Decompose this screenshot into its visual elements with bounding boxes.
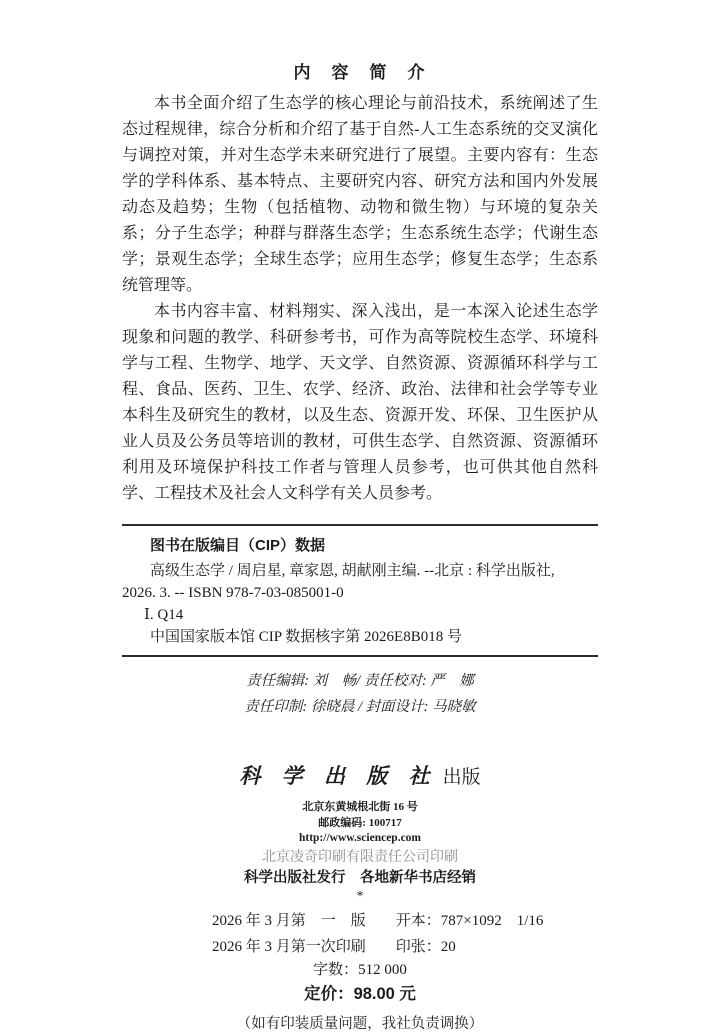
credits-editors-line: 责任编辑: 刘 畅/ 责任校对: 严 娜	[246, 673, 474, 689]
publish-label: 出版	[442, 767, 481, 788]
content-column	[122, 0, 598, 1034]
cip-title-line: 高级生态学 / 周启星, 章家恩, 胡献刚主编. --北京 : 科学出版社,	[150, 563, 555, 579]
publisher-website: http://www.sciencep.com	[298, 832, 421, 844]
credits-block	[122, 668, 598, 720]
cip-isbn-line: 2026. 3. -- ISBN 978-7-03-085001-0	[122, 585, 344, 601]
cip-classification-line: Ⅰ. Q14	[144, 607, 184, 623]
word-count-line: 字数：512 000	[313, 962, 407, 978]
publisher-logo-line	[122, 762, 598, 793]
cip-block	[122, 535, 598, 648]
quality-note: （如有印装质量问题，我社负责调换）	[236, 1016, 484, 1032]
cip-heading: 图书在版编目（CIP）数据	[150, 537, 326, 554]
asterisk-separator: *	[356, 889, 364, 904]
distribution-line: 科学出版社发行 各地新华书店经销	[244, 870, 476, 886]
publisher-address: 北京东黄城根北街 16 号	[302, 801, 418, 813]
intro-paragraph-2: 本书内容丰富、材料翔实、深入浅出，是一本深入论述生态学现象和问题的教学、科研参考书，可作为高等院校生态学、环境科学与工程、生物学、地学、天文学、自然资源、资源循环科学与工程、食品、医药、卫生、农学、经济、政治、法律和社会学等专业本科生及研究生的教材，以及生态、资源开发、环保、卫生医护从业人员及公务员等培训的教材，可供生态学、自然资源、资源循环利用及环境保护科技工作者与管理人员参考，也可供其他自然科学、工程技术及社会人文科学有关人员参考。	[122, 303, 598, 502]
divider-bottom	[122, 655, 598, 657]
science-press-logo: 科 学 出 版 社	[239, 763, 437, 788]
intro-paragraph-1: 本书全面介绍了生态学的核心理论与前沿技术，系统阐述了生态过程规律，综合分析和介绍了基于自然-人工生态系统的交叉演化与调控对策，并对生态学未来研究进行了展望。主要内容有：生态学的学科体系、基本特点、主要研究内容、研究方法和国内外发展动态及趋势；生物（包括植物、动物和微生物）与环境的复杂关系；分子生态学；种群与群落生态学；生态系统生态学；代谢生态学；景观生态学；全球生态学；应用生态学；修复生态学；生态系统管理等。	[122, 95, 598, 294]
edition-line: 2026 年 3 月第 一 版 开本：787×1092 1/16	[212, 913, 544, 929]
price-line: 定价：98.00 元	[304, 985, 416, 1003]
page-title: 内 容 简 介	[293, 63, 427, 82]
publisher-block	[122, 762, 598, 1034]
cip-record-line: 中国国家版本馆 CIP 数据核字第 2026E8B018 号	[150, 629, 462, 645]
divider-top	[122, 524, 598, 526]
printing-line: 2026 年 3 月第一次印刷 印张：20	[212, 939, 456, 955]
credits-print-design-line: 责任印制: 徐晓晨 / 封面设计: 马晓敏	[244, 699, 476, 715]
printer-line: 北京凌奇印刷有限责任公司印刷	[262, 850, 458, 865]
publisher-postcode: 邮政编码: 100717	[318, 817, 402, 829]
